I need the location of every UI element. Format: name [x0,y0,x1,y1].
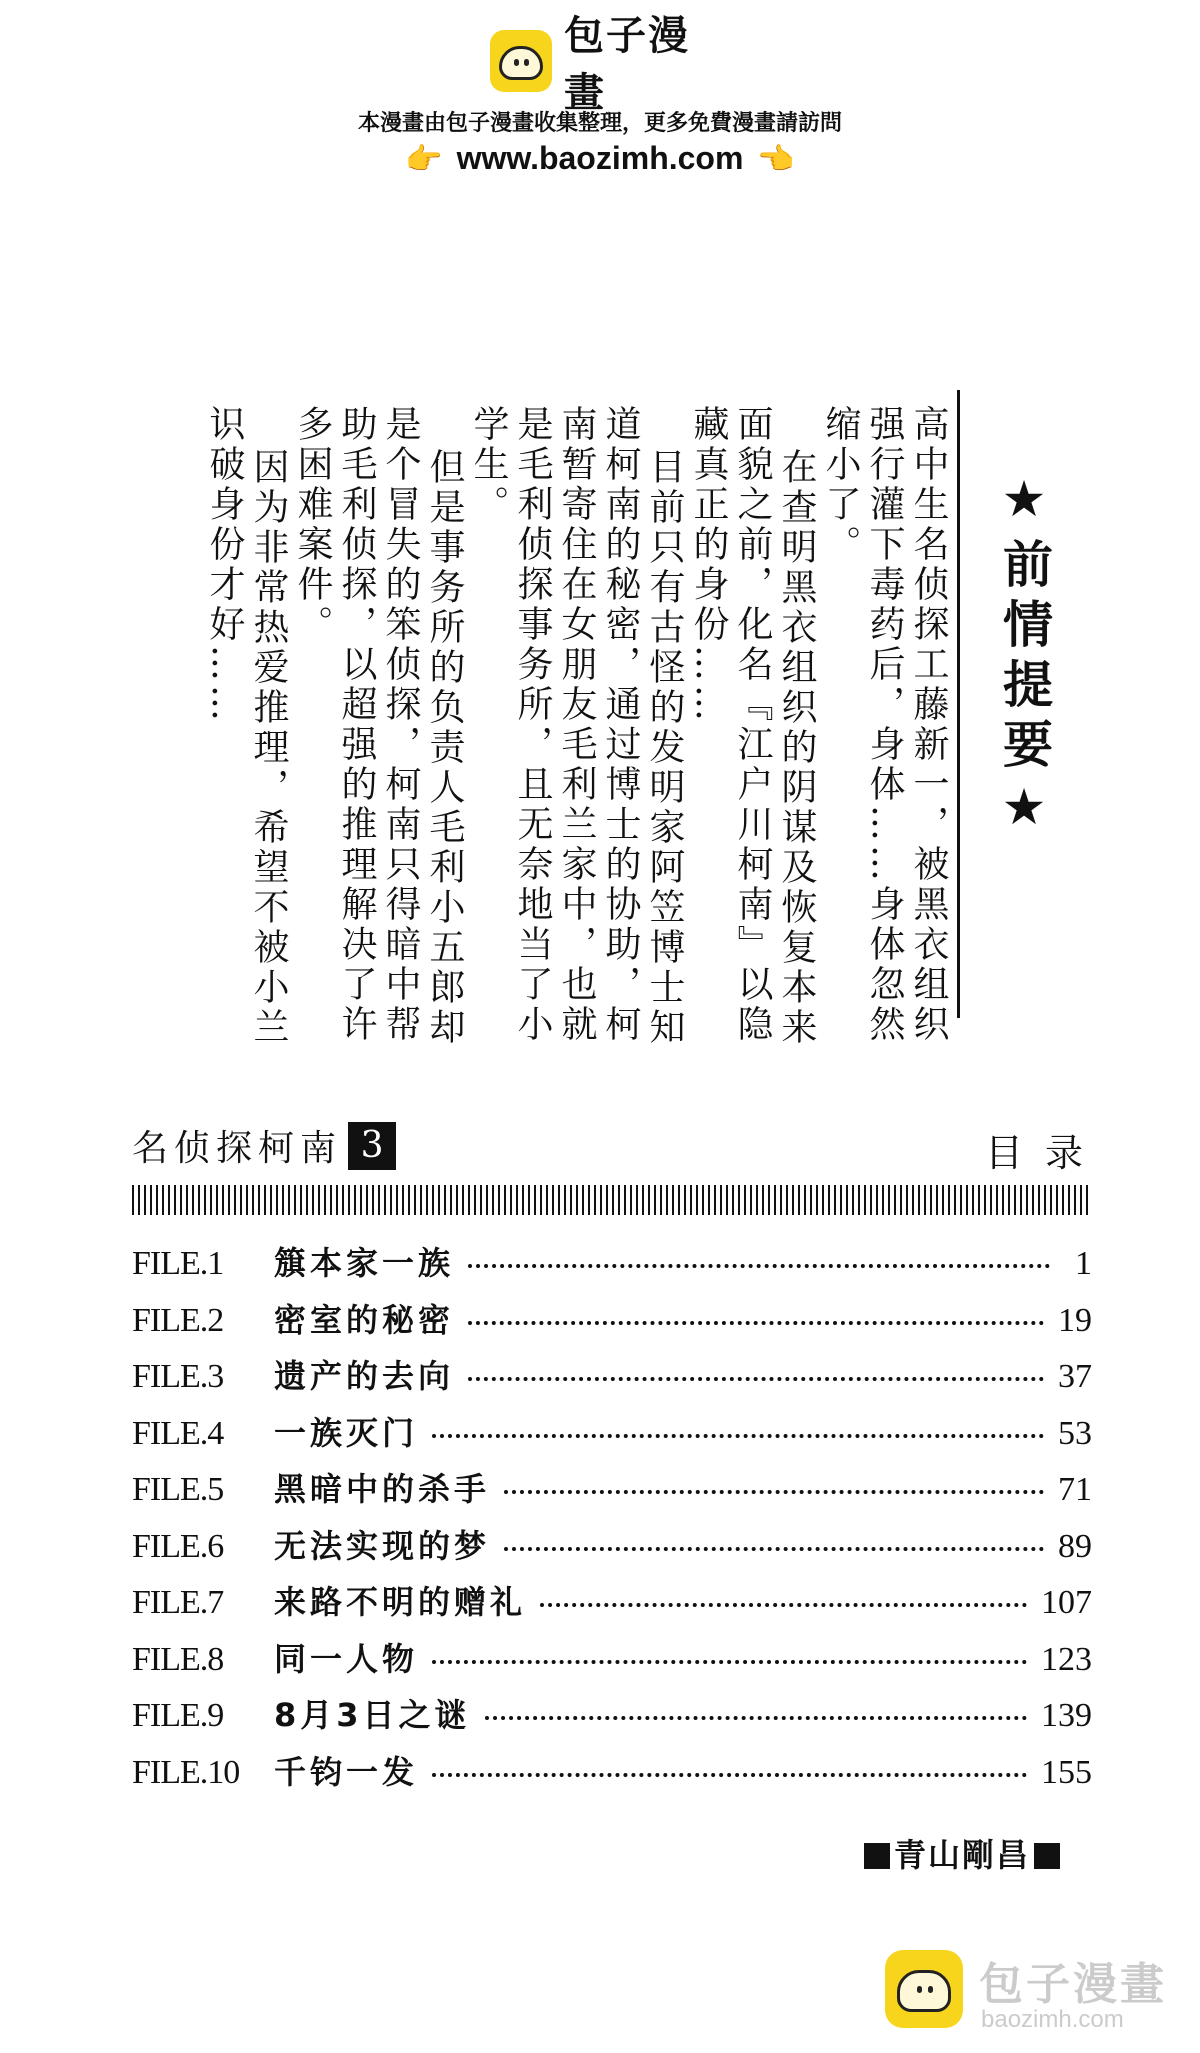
toc-page-number: 139 [1041,1697,1092,1734]
toc-entry[interactable] [132,1408,1092,1465]
bun-logo-icon [885,1950,963,2028]
toc-entry[interactable] [132,1464,1092,1521]
toc-leader-dots [468,1263,1050,1268]
synopsis-title-text: 前情提要 [995,538,1053,778]
toc-entry[interactable] [132,1690,1092,1747]
toc-chapter-title: 一族灭门 [274,1413,419,1452]
toc-chapter-title: 簱本家一族 [274,1244,455,1282]
decorative-bar-divider [132,1185,1092,1215]
site-url-link[interactable]: www.baozimh.com [456,140,744,176]
toc-leader-dots [468,1376,1044,1381]
site-logo[interactable] [490,13,720,116]
toc-chapter-title: 遗产的去向 [274,1357,455,1395]
toc-leader-dots [504,1489,1044,1494]
synopsis-divider [957,390,960,1018]
logo-text: 包子漫畫 [564,13,690,116]
toc-leader-dots [540,1602,1027,1607]
black-square-icon [864,1843,890,1869]
toc-file-number: FILE.5 [132,1471,224,1508]
toc-chapter-title: 无法实现的梦 [274,1526,491,1565]
toc-entry[interactable] [132,1351,1092,1408]
synopsis-paragraph: 因为非常热爱推理，希望不被小兰识破身份才好…… [204,405,289,1049]
toc-entry[interactable] [132,1634,1092,1691]
bun-logo-icon [490,30,552,92]
toc-heading: 目录 [985,1131,1106,1175]
black-square-icon [1034,1843,1060,1869]
toc-leader-dots [468,1320,1044,1325]
series-title [132,1120,396,1171]
toc-entry[interactable] [132,1747,1092,1804]
toc-chapter-title: 8月3日之谜 [274,1696,471,1734]
toc-page-number: 89 [1058,1527,1092,1565]
table-of-contents [132,1238,1092,1803]
star-icon: ★ [995,778,1053,846]
toc-chapter-title: 密室的秘密 [274,1300,455,1339]
toc-file-number: FILE.10 [132,1753,240,1791]
toc-page-number: 71 [1058,1471,1092,1508]
toc-leader-dots [485,1715,1027,1720]
toc-leader-dots [432,1433,1044,1438]
synopsis-body [150,405,950,1065]
author-name: 青山剛昌 [894,1836,1031,1874]
toc-chapter-title: 黑暗中的杀手 [274,1470,491,1508]
toc-chapter-title: 来路不明的赠礼 [274,1583,527,1621]
toc-file-number: FILE.9 [132,1697,224,1734]
toc-chapter-title: 千钧一发 [274,1752,419,1791]
toc-file-number: FILE.6 [132,1527,224,1565]
toc-page-number: 107 [1041,1584,1092,1621]
toc-file-number: FILE.1 [132,1245,224,1282]
pointing-right-hand-icon: 👉 [405,143,443,176]
synopsis-paragraph: 但是事务所的负责人毛利小五郎却是个冒失的笨侦探，柯南只得暗中帮助毛利侦探，以超强的推理解决了许多困难案件。 [292,405,465,1049]
toc-file-number: FILE.2 [132,1301,224,1339]
toc-file-number: FILE.7 [132,1584,224,1621]
toc-page-number: 1 [1075,1245,1092,1282]
toc-page-number: 155 [1041,1753,1092,1791]
toc-page-number: 123 [1041,1640,1092,1678]
toc-entry[interactable] [132,1521,1092,1578]
toc-file-number: FILE.8 [132,1640,224,1678]
toc-page-number: 19 [1058,1301,1092,1339]
toc-leader-dots [504,1546,1044,1551]
toc-file-number: FILE.4 [132,1414,224,1452]
synopsis-paragraph: 在查明黑衣组织的阴谋及恢复本来面貌之前，化名『江户川柯南』以隐藏真正的身份…… [688,405,817,1049]
toc-leader-dots [432,1772,1027,1777]
toc-entry[interactable] [132,1295,1092,1352]
toc-leader-dots [432,1659,1027,1664]
synopsis-paragraph: 高中生名侦探工藤新一，被黑衣组织强行灌下毒药后，身体……身体忽然缩小了。 [820,405,949,1045]
site-notice: 本漫畫由包子漫畫收集整理，更多免費漫畫請訪問 [357,111,842,136]
synopsis-title [990,470,1060,846]
toc-entry[interactable] [132,1577,1092,1634]
toc-page-number: 53 [1058,1414,1092,1452]
watermark-text: 包子漫畫 [979,1959,1167,2010]
site-url-row[interactable] [0,140,1200,177]
toc-file-number: FILE.3 [132,1358,224,1395]
watermark-url: baozimh.com [981,2006,1124,2033]
volume-badge: 3 [348,1122,396,1170]
series-title-text: 名侦探柯南 [132,1128,343,1169]
watermark [885,1942,1185,2042]
toc-chapter-title: 同一人物 [274,1639,419,1678]
author-credit [860,1830,1064,1876]
toc-entry[interactable] [132,1238,1092,1295]
pointing-left-hand-icon: 👈 [757,143,795,176]
synopsis-paragraph: 目前只有古怪的发明家阿笠博士知道柯南的秘密，通过博士的协助，柯南暂寄住在女朋友毛利兰家中，也就是毛利侦探事务所，且无奈地当了小学生。 [468,405,685,1049]
toc-page-number: 37 [1058,1358,1092,1395]
star-icon: ★ [995,470,1053,538]
